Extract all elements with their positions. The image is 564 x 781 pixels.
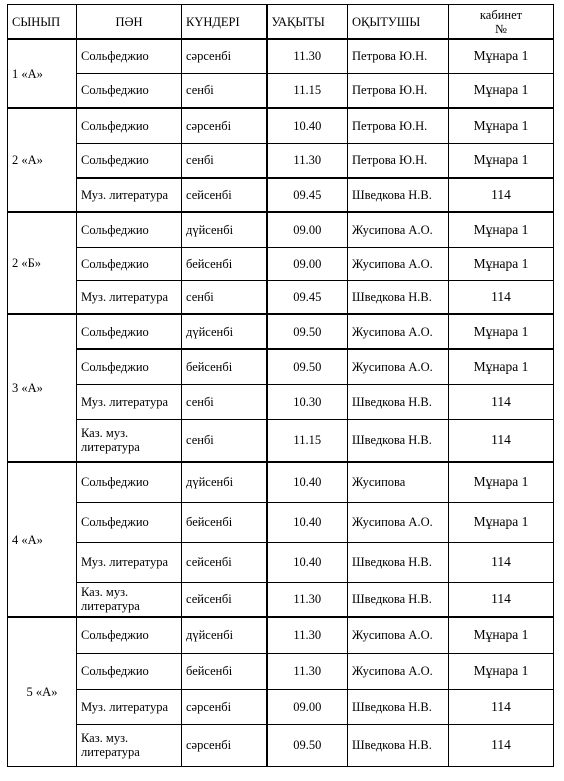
day-cell: сәрсенбі	[182, 689, 267, 724]
teacher-cell: Жусипова А.О.	[348, 617, 449, 653]
table-row	[8, 212, 554, 247]
time-cell: 09.50	[267, 314, 348, 349]
subject-cell: Каз. муз. литература	[77, 419, 182, 462]
day-cell: сейсенбі	[182, 542, 267, 582]
room-cell: Мұнара 1	[449, 314, 554, 349]
table-row	[8, 108, 554, 143]
time-cell: 09.45	[267, 280, 348, 314]
time-cell: 09.50	[267, 349, 348, 384]
table-row	[8, 314, 554, 349]
teacher-cell: Жусипова А.О.	[348, 314, 449, 349]
table-row	[8, 143, 554, 178]
header-teacher: ОҚЫТУШЫ	[348, 5, 449, 40]
class-cell: 2 «А»	[8, 108, 77, 212]
room-cell: Мұнара 1	[449, 39, 554, 73]
room-cell: Мұнара 1	[449, 617, 554, 653]
teacher-cell: Жусипова А.О.	[348, 349, 449, 384]
class-cell: 3 «А»	[8, 314, 77, 462]
day-cell: дүйсенбі	[182, 462, 267, 502]
room-cell: 114	[449, 689, 554, 724]
table-row	[8, 280, 554, 314]
teacher-cell: Петрова Ю.Н.	[348, 73, 449, 108]
header-days: КҮНДЕРІ	[182, 5, 267, 40]
subject-cell: Сольфеджио	[77, 143, 182, 178]
time-cell: 11.30	[267, 617, 348, 653]
teacher-cell: Шведкова Н.В.	[348, 689, 449, 724]
day-cell: сәрсенбі	[182, 724, 267, 766]
day-cell: сенбі	[182, 280, 267, 314]
header-room-line1: кабинет	[479, 7, 523, 22]
day-cell: сенбі	[182, 143, 267, 178]
day-cell: сенбі	[182, 419, 267, 462]
table-row	[8, 462, 554, 502]
subject-cell: Каз. муз. литература	[77, 724, 182, 766]
header-class: СЫНЫП	[8, 5, 77, 40]
table-row	[8, 724, 554, 766]
time-cell: 09.50	[267, 724, 348, 766]
day-cell: сәрсенбі	[182, 108, 267, 143]
time-cell: 11.15	[267, 419, 348, 462]
teacher-cell: Шведкова Н.В.	[348, 724, 449, 766]
time-cell: 11.30	[267, 582, 348, 617]
day-cell: дүйсенбі	[182, 314, 267, 349]
day-cell: дүйсенбі	[182, 617, 267, 653]
teacher-cell: Жусипова	[348, 462, 449, 502]
teacher-cell: Жусипова А.О.	[348, 653, 449, 689]
class-cell: 1 «А»	[8, 39, 77, 108]
room-cell: 114	[449, 178, 554, 212]
teacher-cell: Петрова Ю.Н.	[348, 39, 449, 73]
room-cell: Мұнара 1	[449, 143, 554, 178]
table-row	[8, 73, 554, 108]
subject-cell: Сольфеджио	[77, 462, 182, 502]
header-row	[8, 5, 554, 40]
class-cell: 2 «Б»	[8, 212, 77, 314]
subject-cell: Муз. литература	[77, 689, 182, 724]
subject-cell: Сольфеджио	[77, 212, 182, 247]
schedule-table	[7, 4, 554, 767]
room-cell: 114	[449, 384, 554, 419]
teacher-cell: Петрова Ю.Н.	[348, 108, 449, 143]
teacher-cell: Шведкова Н.В.	[348, 542, 449, 582]
room-cell: 114	[449, 542, 554, 582]
day-cell: сенбі	[182, 384, 267, 419]
table-row	[8, 653, 554, 689]
day-cell: бейсенбі	[182, 247, 267, 280]
time-cell: 11.30	[267, 143, 348, 178]
subject-cell: Сольфеджио	[77, 73, 182, 108]
room-cell: 114	[449, 419, 554, 462]
subject-cell: Сольфеджио	[77, 502, 182, 542]
subject-cell: Сольфеджио	[77, 314, 182, 349]
teacher-cell: Жусипова А.О.	[348, 247, 449, 280]
time-cell: 09.00	[267, 247, 348, 280]
subject-cell: Муз. литература	[77, 280, 182, 314]
time-cell: 09.00	[267, 689, 348, 724]
time-cell: 11.30	[267, 653, 348, 689]
room-cell: 114	[449, 582, 554, 617]
time-cell: 09.00	[267, 212, 348, 247]
schedule-body	[8, 39, 554, 766]
time-cell: 09.45	[267, 178, 348, 212]
time-cell: 11.15	[267, 73, 348, 108]
room-cell: Мұнара 1	[449, 462, 554, 502]
time-cell: 10.40	[267, 502, 348, 542]
teacher-cell: Жусипова А.О.	[348, 212, 449, 247]
class-cell: 4 «А»	[8, 462, 77, 617]
subject-cell: Сольфеджио	[77, 108, 182, 143]
room-cell: 114	[449, 280, 554, 314]
table-row	[8, 582, 554, 617]
table-row	[8, 689, 554, 724]
table-row	[8, 542, 554, 582]
day-cell: сенбі	[182, 73, 267, 108]
time-cell: 11.30	[267, 39, 348, 73]
room-cell: 114	[449, 724, 554, 766]
time-cell: 10.40	[267, 542, 348, 582]
subject-cell: Сольфеджио	[77, 617, 182, 653]
subject-cell: Муз. литература	[77, 178, 182, 212]
room-cell: Мұнара 1	[449, 73, 554, 108]
teacher-cell: Жусипова А.О.	[348, 502, 449, 542]
day-cell: сейсенбі	[182, 582, 267, 617]
teacher-cell: Шведкова Н.В.	[348, 419, 449, 462]
time-cell: 10.30	[267, 384, 348, 419]
day-cell: бейсенбі	[182, 502, 267, 542]
table-row	[8, 617, 554, 653]
room-cell: Мұнара 1	[449, 502, 554, 542]
day-cell: сәрсенбі	[182, 39, 267, 73]
table-row	[8, 419, 554, 462]
table-row	[8, 502, 554, 542]
table-row	[8, 178, 554, 212]
header-subject: ПӘН	[77, 5, 182, 40]
table-row	[8, 349, 554, 384]
table-row	[8, 39, 554, 73]
day-cell: бейсенбі	[182, 349, 267, 384]
header-room-line2: №	[495, 21, 507, 36]
header-time: УАҚЫТЫ	[267, 5, 348, 40]
day-cell: дүйсенбі	[182, 212, 267, 247]
teacher-cell: Шведкова Н.В.	[348, 384, 449, 419]
table-row	[8, 247, 554, 280]
room-cell: Мұнара 1	[449, 653, 554, 689]
room-cell: Мұнара 1	[449, 247, 554, 280]
subject-cell: Сольфеджио	[77, 349, 182, 384]
subject-cell: Каз. муз. литература	[77, 582, 182, 617]
teacher-cell: Шведкова Н.В.	[348, 582, 449, 617]
subject-cell: Сольфеджио	[77, 247, 182, 280]
room-cell: Мұнара 1	[449, 108, 554, 143]
subject-cell: Сольфеджио	[77, 653, 182, 689]
class-cell: 5 «А»	[8, 617, 77, 766]
teacher-cell: Шведкова Н.В.	[348, 178, 449, 212]
time-cell: 10.40	[267, 108, 348, 143]
header-room	[449, 5, 554, 40]
time-cell: 10.40	[267, 462, 348, 502]
teacher-cell: Шведкова Н.В.	[348, 280, 449, 314]
day-cell: бейсенбі	[182, 653, 267, 689]
subject-cell: Муз. литература	[77, 384, 182, 419]
subject-cell: Муз. литература	[77, 542, 182, 582]
teacher-cell: Петрова Ю.Н.	[348, 143, 449, 178]
table-row	[8, 384, 554, 419]
room-cell: Мұнара 1	[449, 212, 554, 247]
room-cell: Мұнара 1	[449, 349, 554, 384]
subject-cell: Сольфеджио	[77, 39, 182, 73]
day-cell: сейсенбі	[182, 178, 267, 212]
